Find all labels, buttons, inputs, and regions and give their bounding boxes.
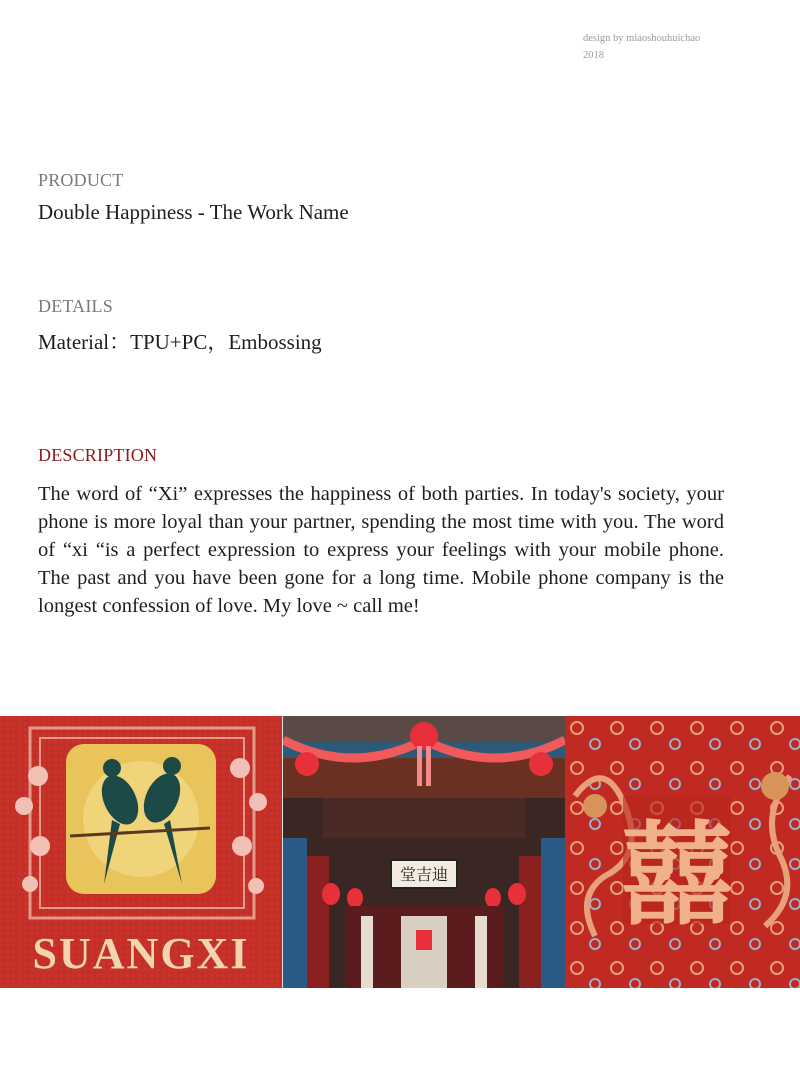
credit-line-designer: design by miaoshouhuichao bbox=[583, 33, 701, 44]
photo-strip bbox=[0, 716, 800, 988]
xi-character: 囍 bbox=[621, 811, 733, 941]
magpie-poster-photo bbox=[0, 716, 282, 988]
designer-credit bbox=[583, 30, 700, 64]
details-label: DETAILS bbox=[38, 296, 113, 316]
description-text: The word of “Xi” expresses the happiness of both parties. In today's society, your phone is more loyal than your partner, spending the most time with you. The word of “xi “is a perfect expression to express your feelings with your mobile phone. The past and you have been gone for a long time. Mobile phone company is the longest confession of love. My love ~ call me! bbox=[38, 483, 724, 617]
details-value: Material：TPU+PC，Embossing bbox=[38, 330, 322, 354]
xi-textile-photo bbox=[565, 716, 800, 988]
description-label: DESCRIPTION bbox=[38, 445, 158, 465]
credit-line-year: 2018 bbox=[583, 50, 604, 61]
poster-text: SUANGXI bbox=[32, 929, 250, 978]
product-name: Double Happiness - The Work Name bbox=[38, 200, 349, 224]
ancestral-gate-photo bbox=[282, 716, 565, 988]
product-label: PRODUCT bbox=[38, 170, 124, 190]
gate-plaque-text: 堂吉迪 bbox=[399, 865, 449, 884]
